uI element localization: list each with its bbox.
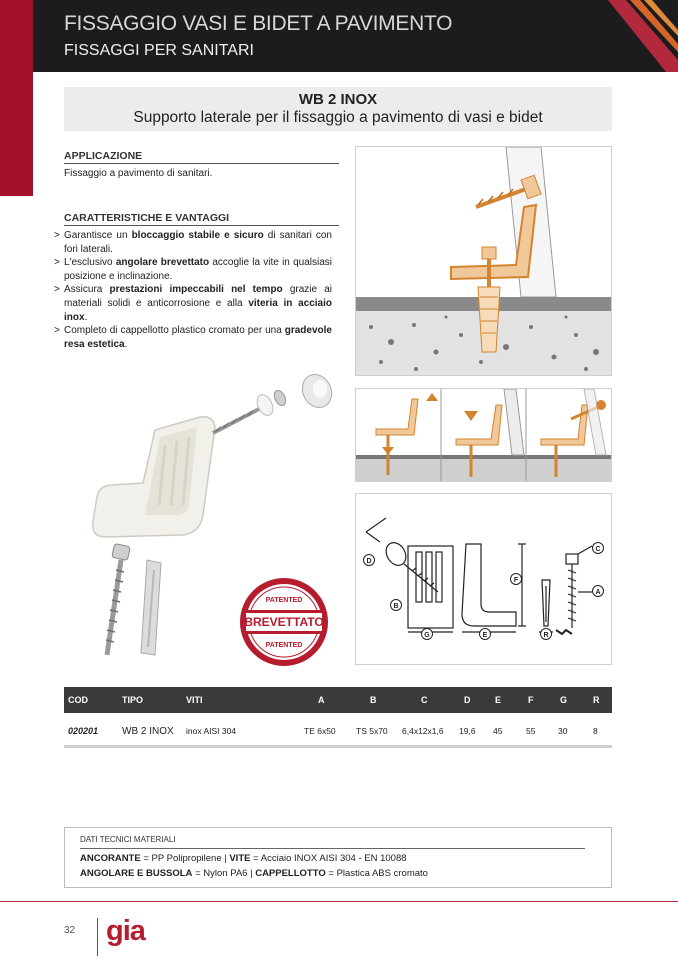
- badge-main-text: BREVETTATO: [244, 615, 324, 629]
- cell-viti: inox AISI 304: [186, 726, 237, 736]
- long-screw-image: [106, 543, 130, 655]
- footer-rule: [0, 901, 678, 902]
- badge-bottom-text: PATENTED: [265, 642, 303, 649]
- dim-label-c: C: [595, 546, 601, 553]
- tech-rule: [80, 848, 585, 849]
- dim-label-d: D: [366, 558, 372, 565]
- header-subtitle: FISSAGGI PER SANITARI: [64, 42, 254, 59]
- cell-a: TE 6x50: [304, 726, 336, 736]
- cell-tipo: WB 2 INOX: [122, 725, 174, 737]
- product-title-box: [64, 87, 612, 131]
- list-item: > L'esclusivo angolare brevettato accoglie la vite in qualsiasi posizione e inclinazione.: [54, 257, 332, 282]
- col-header-f: F: [528, 695, 534, 705]
- cell-r: 8: [593, 726, 598, 736]
- patented-badge: [238, 576, 330, 668]
- applicazione-text: Fissaggio a pavimento di sanitari.: [64, 168, 213, 179]
- installation-cutaway-image: [356, 147, 611, 375]
- product-description: Supporto laterale per il fissaggio a pavimento di vasi e bidet: [133, 109, 543, 126]
- col-header-tipo: TIPO: [122, 695, 144, 705]
- cell-f: 55: [526, 726, 536, 736]
- dim-label-a: A: [595, 589, 601, 596]
- bracket-image: [93, 417, 215, 537]
- tech-line-1: ANCORANTE = PP Polipropilene | VITE = Acciaio INOX AISI 304 - EN 10088: [80, 853, 407, 864]
- spec-table-header: [64, 687, 612, 713]
- list-item: > Assicura prestazioni impeccabili nel tempo grazie ai materiali solidi e anticorrosione e alla viteria in acciaio inox.: [54, 284, 333, 323]
- tech-line-2: ANGOLARE E BUSSOLA = Nylon PA6 | CAPPELLOTTO = Plastica ABS cromato: [80, 868, 428, 879]
- dim-label-f: F: [513, 577, 519, 584]
- installation-steps-frame: [355, 388, 612, 482]
- dimension-drawing: [356, 494, 611, 664]
- table-row: [64, 720, 612, 742]
- caratteristiche-list: [54, 229, 332, 351]
- footer-separator: [97, 918, 98, 956]
- list-item: > Completo di cappellotto plastico cromato per una gradevole resa estetica.: [54, 325, 332, 350]
- col-header-e: E: [495, 695, 502, 705]
- page-number: 32: [64, 925, 76, 936]
- gia-logo: gia: [106, 915, 145, 947]
- product-name: WB 2 INOX: [298, 91, 378, 108]
- screw-image: [213, 370, 335, 433]
- cell-c: 6,4x12x1,6: [402, 726, 444, 736]
- badge-top-text: PATENTED: [265, 597, 303, 604]
- header-corner-stripes: [588, 0, 678, 72]
- col-header-r: R: [593, 695, 600, 705]
- applicazione-heading: APPLICAZIONE: [64, 150, 339, 164]
- cell-g: 30: [558, 726, 568, 736]
- caratteristiche-heading: CARATTERISTICHE E VANTAGGI: [64, 212, 339, 226]
- installation-image-frame: [355, 146, 612, 376]
- col-header-b: B: [370, 695, 377, 705]
- dim-label-r: R: [543, 632, 549, 639]
- page-header: [33, 0, 678, 72]
- dim-label-b: B: [393, 603, 399, 610]
- cell-e: 45: [493, 726, 503, 736]
- col-header-d: D: [464, 695, 471, 705]
- tech-data-box: [64, 827, 612, 888]
- col-header-viti: VITI: [186, 695, 203, 705]
- cell-d: 19,6: [459, 726, 476, 736]
- installation-steps-image: [356, 389, 611, 481]
- header-title: FISSAGGIO VASI E BIDET A PAVIMENTO: [64, 12, 453, 35]
- col-header-g: G: [560, 695, 568, 705]
- tech-title: DATI TECNICI MATERIALI: [80, 835, 176, 844]
- anchor-plug-image: [141, 560, 161, 655]
- col-header-a: A: [318, 695, 325, 705]
- red-side-band: [0, 0, 33, 196]
- col-header-cod: COD: [68, 695, 88, 705]
- dimension-drawing-frame: [355, 493, 612, 665]
- cell-cod: 020201: [68, 726, 99, 736]
- col-header-c: C: [421, 695, 428, 705]
- dim-label-g: G: [424, 632, 430, 639]
- cell-b: TS 5x70: [356, 726, 388, 736]
- table-bottom-rule: [64, 745, 612, 748]
- list-item: > Garantisce un bloccaggio stabile e sicuro di sanitari con fori laterali.: [54, 230, 332, 255]
- dim-label-e: E: [482, 632, 488, 639]
